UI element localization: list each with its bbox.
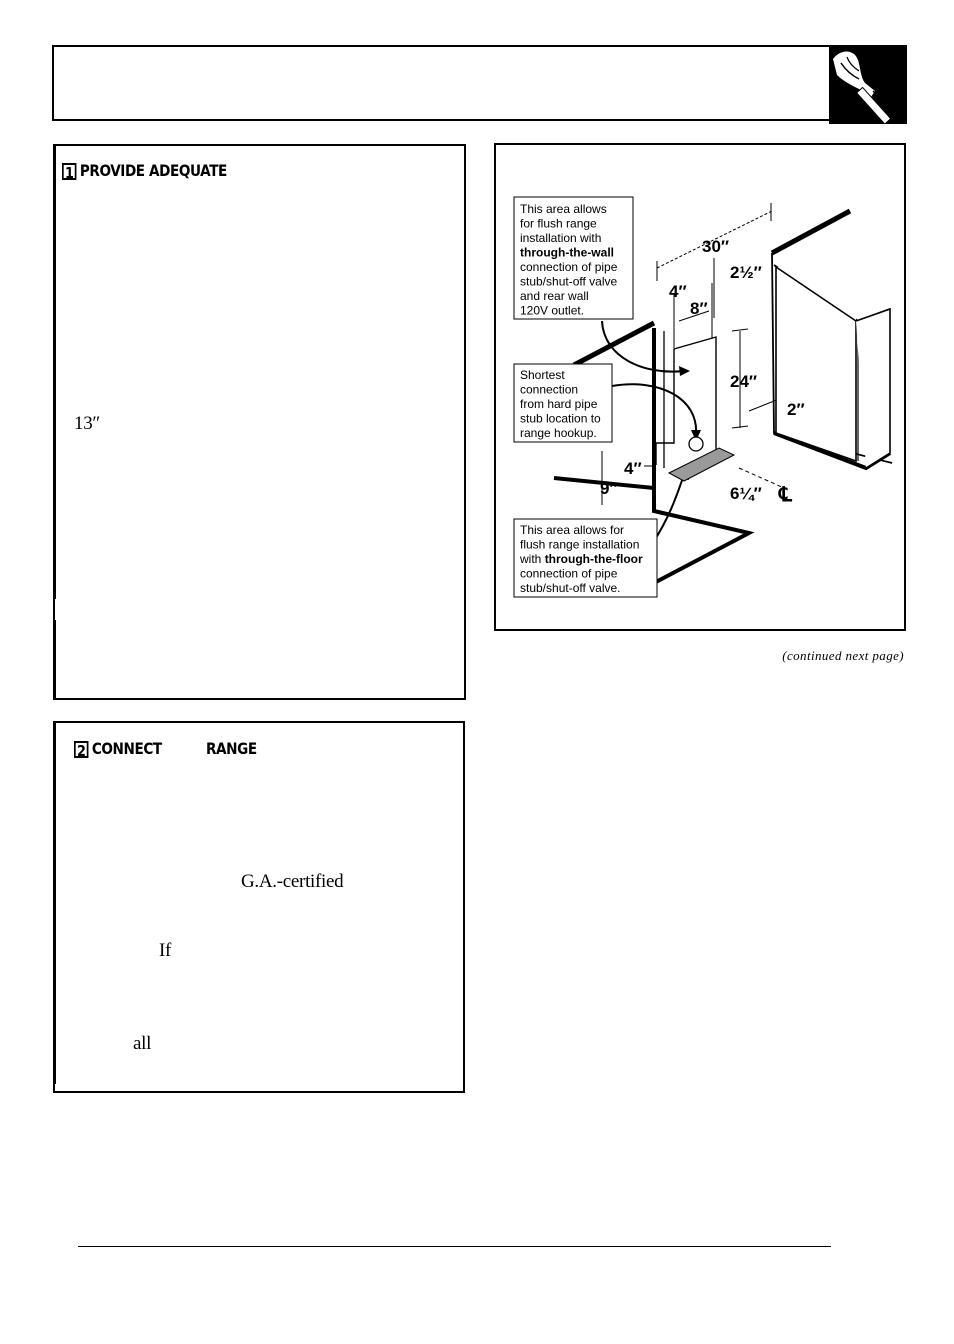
section-connect-range [53, 721, 465, 1093]
dim-label-8: 8″ [690, 299, 708, 318]
callout-shortest-connection [514, 364, 612, 442]
through-wall-area-outline [656, 337, 716, 465]
callout-shortest-line-4: stub location to [520, 411, 601, 426]
callout-floor-bold: through-the-floor [544, 552, 643, 566]
section-provide-adequate [53, 144, 466, 700]
callout-floor-with: with [520, 552, 545, 566]
callout-shortest-line-3: from hard pipe [520, 397, 598, 411]
continued-next-page-note: (continued next page) [782, 648, 904, 663]
through-floor-area [669, 448, 734, 481]
cabinet-right-face [856, 309, 890, 468]
footer-rule [78, 1246, 831, 1247]
arrow-head-wall [679, 366, 690, 376]
range-installation-diagram [494, 143, 906, 631]
dim-label-24: 24″ [730, 372, 758, 391]
dim-label-4-top: 4″ [669, 282, 687, 301]
callout-wall-line-6: stub/shut-off valve [520, 274, 618, 289]
callout-floor-line-5: stub/shut-off valve. [520, 581, 621, 595]
dim-label-30: 30″ [702, 237, 730, 256]
section2-fragment-if: If [159, 940, 172, 961]
centerline-symbol: ℄ [779, 484, 792, 506]
step-number-1: 1 [62, 163, 76, 180]
callout-wall-line-8: 120V outlet. [520, 303, 585, 318]
hand-with-wrench-icon [829, 45, 907, 124]
section2-fragment-all: all [133, 1033, 152, 1054]
callout-wall-line-7: and rear wall [520, 289, 589, 303]
section1-title: PROVIDE ADEQUATE [79, 161, 227, 180]
callout-shortest-line-5: range hookup. [520, 426, 597, 440]
leader-through-floor [654, 475, 684, 541]
dim-label-2-5: 2½″ [730, 263, 762, 282]
dim-24-tick-top [732, 329, 748, 331]
callout-floor-line-4: connection of pipe [520, 566, 618, 581]
section1-left-bar-lower [53, 620, 56, 700]
callout-floor-line-1: This area allows for [520, 523, 625, 537]
dim-label-9: 9″ [600, 479, 618, 498]
section1-left-bar [53, 144, 56, 599]
section2-heading [74, 739, 162, 758]
section2-title-left: CONNECT [91, 739, 162, 758]
callout-through-wall [514, 197, 633, 319]
step-number-2: 2 [74, 741, 88, 758]
callout-shortest-line-1: Shortest [520, 368, 565, 382]
section2-title-right: RANGE [206, 739, 257, 758]
callout-wall-bold: through-the-wall [520, 245, 614, 260]
wall-top-edge [574, 323, 654, 365]
callout-wall-line-3: installation with [520, 231, 602, 245]
callout-floor-line-3 [519, 552, 643, 566]
section1-text-fragment: 13″ [74, 413, 101, 434]
dim-label-2: 2″ [787, 400, 805, 419]
callout-wall-line-2: for flush range [520, 216, 597, 231]
section2-left-bar [53, 721, 56, 1084]
callout-floor-line-2: flush range installation [520, 537, 640, 552]
header-rule [52, 119, 907, 121]
callout-shortest-line-2: connection [520, 382, 579, 397]
dim-label-6-25: 6¼″ [730, 484, 762, 503]
section1-heading [62, 161, 227, 180]
callout-through-floor [514, 519, 657, 597]
section2-fragment-certified: G.A.-certified [241, 871, 344, 892]
callout-wall-line-1: This area allows [520, 202, 607, 216]
header-frame [52, 45, 832, 120]
callout-wall-line-5: connection of pipe [520, 260, 618, 274]
cabinet-top-back-edge [772, 211, 850, 253]
pipe-stub-circle [689, 437, 703, 451]
dim-label-4-bottom: 4″ [624, 459, 642, 478]
